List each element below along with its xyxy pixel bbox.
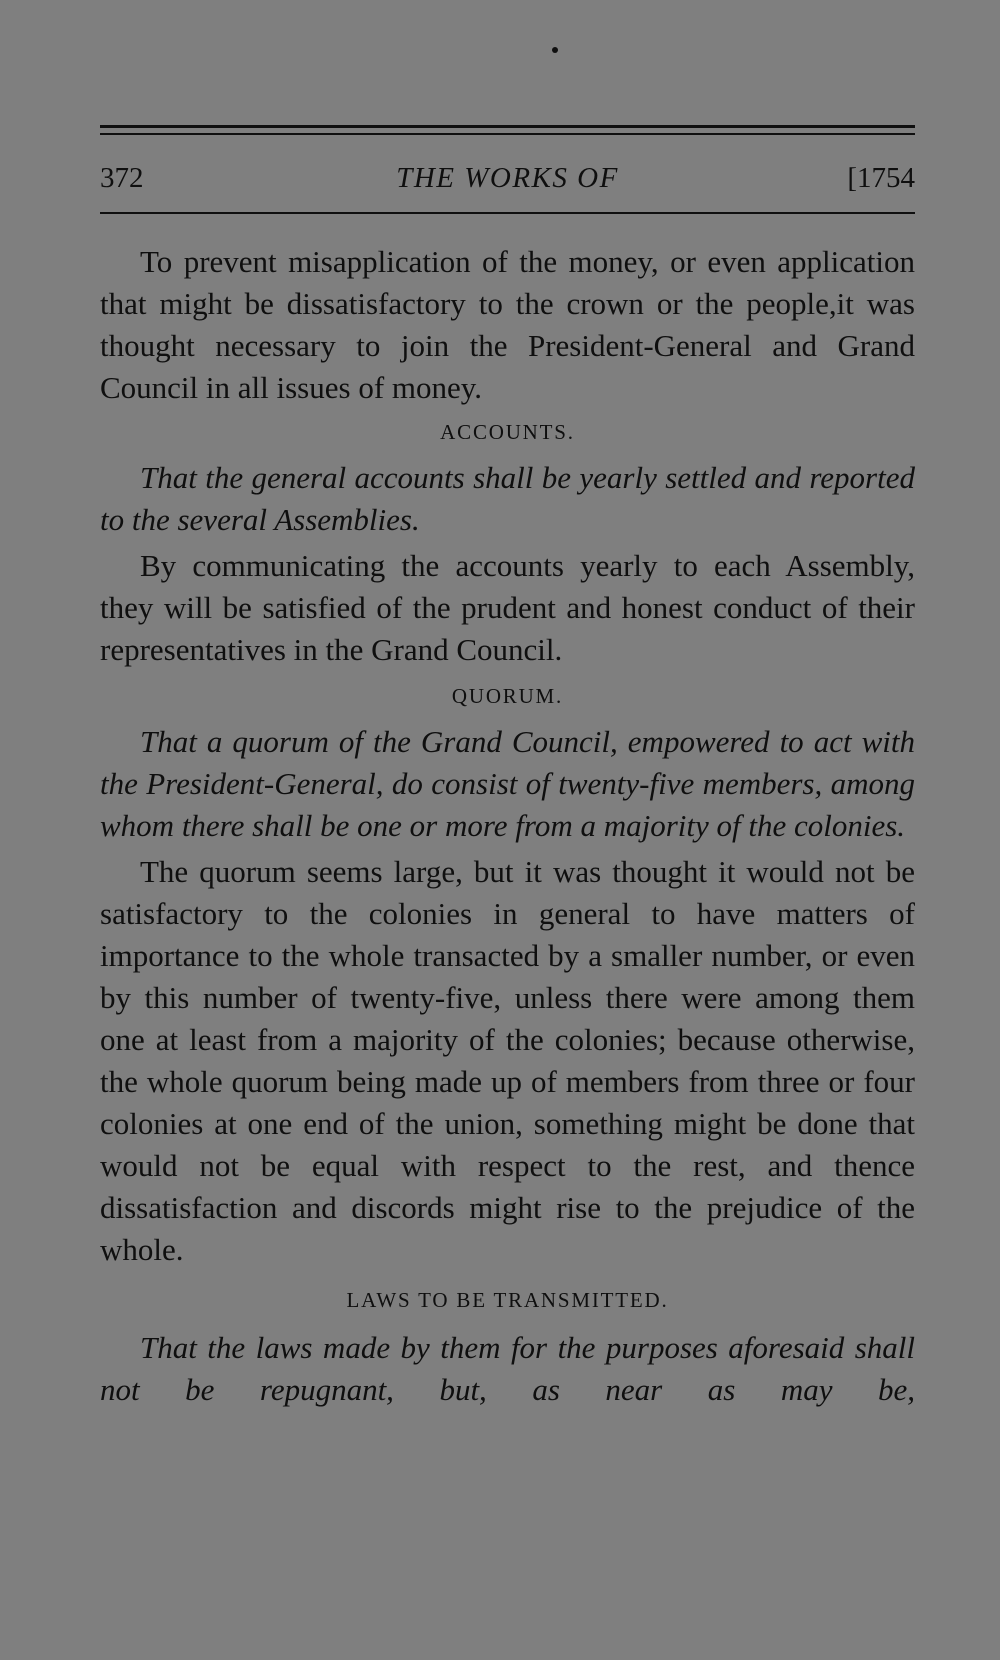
page-body (100, 241, 915, 1411)
page-number: 372 (100, 162, 144, 194)
paragraph-accounts: By communicating the accounts yearly to each Assembly, they will be satisfied of the prudent and honest conduct of their representatives in the Grand Council. (100, 548, 915, 667)
section-heading-accounts: ACCOUNTS. (440, 420, 575, 444)
top-rule (100, 125, 915, 128)
section-heading-laws: LAWS TO BE TRANSMITTED. (346, 1288, 669, 1312)
running-title: THE WORKS OF (396, 162, 619, 194)
paragraph-money: To prevent misapplication of the money, or even application that might be dissatisfactory to the crown or the people,it was thought necessary to join the President-General and Grand Council in all issues of money. (100, 244, 915, 405)
paragraph-quorum: The quorum seems large, but it was thought it would not be satisfactory to the colonies in general to have matters of importance to the whole transacted by a smaller number, or even by this number of twenty-five, unless there were among them one at least from a majority of the colonies; because otherwise, the whole quorum being made up of members from three or four colonies at one end of the union, something might be done that would not be equal with respect to the rest, and thence dissatisfaction and discords might rise to the prejudice of the whole. (100, 854, 915, 1267)
book-page (100, 0, 915, 1660)
header-rule (100, 212, 915, 214)
article-laws: That the laws made by them for the purposes aforesaid shall not be repugnant, but, as near as may be, (100, 1330, 915, 1407)
running-year: [1754 (847, 162, 915, 194)
running-head (100, 158, 915, 198)
top-rule-thin (100, 133, 915, 135)
page-mark (552, 47, 558, 53)
article-quorum: That a quorum of the Grand Council, empowered to act with the President-General, do consist of twenty-five members, among whom there shall be one or more from a majority of the colonies. (100, 724, 915, 843)
section-heading-quorum: QUORUM. (451, 684, 564, 708)
article-accounts: That the general accounts shall be yearly settled and reported to the several Assemblies. (100, 460, 915, 537)
